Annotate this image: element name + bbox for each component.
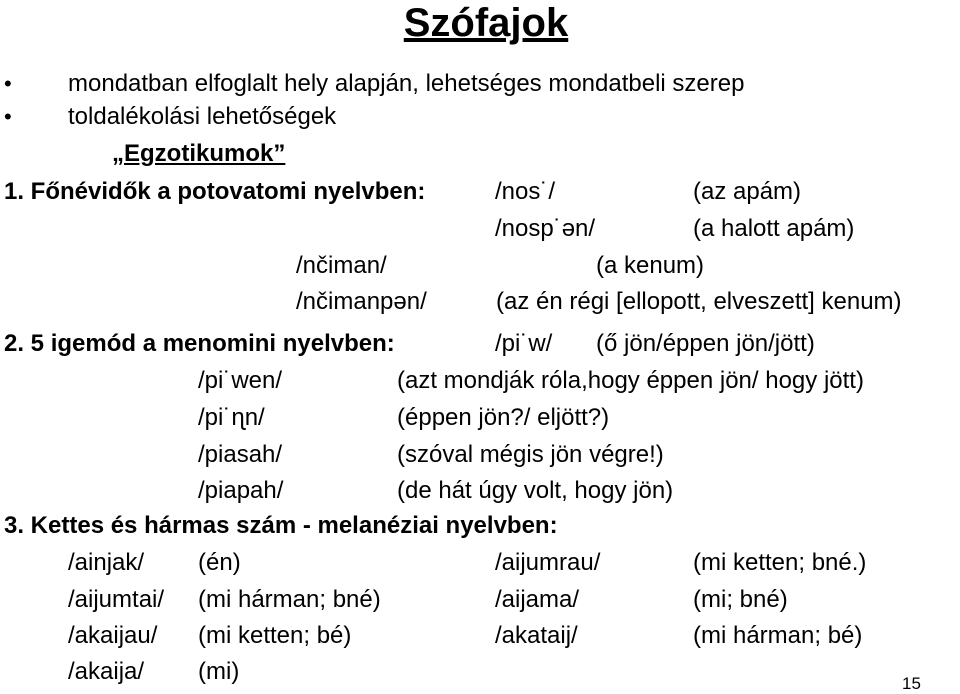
s3-gloss-b4: (mi) — [198, 658, 240, 685]
section-2-heading: 2. 5 igemód a menomini nyelvben: — [4, 330, 395, 357]
s1-form-2: /nosp˙ən/ — [495, 215, 596, 242]
exotics-subtitle: „Egzotikumok” — [112, 140, 286, 167]
bullet-item-1: mondatban elfoglalt hely alapján, lehetséges mondatbeli szerep — [68, 70, 745, 97]
s3-form-a2: /aijumtai/ — [68, 586, 165, 613]
s2-gloss-5: (de hát úgy volt, hogy jön) — [397, 477, 674, 504]
s3-form-c2: /aijama/ — [495, 586, 580, 613]
s1-gloss-2: (a halott apám) — [693, 215, 855, 242]
bullet-item-2: toldalékolási lehetőségek — [68, 103, 337, 130]
section-3-heading: 3. Kettes és hármas szám - melanéziai nyelvben: — [4, 512, 558, 539]
s3-gloss-d1: (mi ketten; bné.) — [693, 549, 867, 576]
s3-gloss-b2: (mi hárman; bné) — [198, 586, 381, 613]
s1-form-3: /nčiman/ — [296, 252, 387, 279]
s3-gloss-b1: (én) — [198, 549, 241, 576]
bullet-dot: • — [4, 71, 12, 96]
s3-gloss-d3: (mi hárman; bé) — [693, 622, 863, 649]
s2-form-1: /pi˙w/ — [495, 330, 553, 357]
s1-gloss-3: (a kenum) — [596, 252, 705, 279]
section-1-heading: 1. Főnévidők a potovatomi nyelvben: — [4, 178, 426, 205]
s2-gloss-2: (azt mondják róla,hogy éppen jön/ hogy jött) — [397, 367, 864, 394]
s2-form-2: /pi˙wen/ — [198, 367, 283, 394]
s2-gloss-4: (szóval mégis jön végre!) — [397, 441, 664, 468]
s3-form-c1: /aijumrau/ — [495, 549, 601, 576]
s1-gloss-4: (az én régi [ellopott, elveszett] kenum) — [496, 288, 902, 315]
s3-form-a4: /akaija/ — [68, 658, 145, 685]
s1-form-4: /nčimanpən/ — [296, 288, 427, 315]
s2-form-3: /pi˙ɳn/ — [198, 404, 265, 431]
s3-gloss-d2: (mi; bné) — [693, 586, 788, 613]
s1-form-1: /nos˙/ — [495, 178, 556, 205]
s3-form-a3: /akaijau/ — [68, 622, 158, 649]
slide-title: Szófajok — [403, 1, 569, 45]
page-number: 15 — [902, 674, 921, 693]
s3-form-a1: /ainjak/ — [68, 549, 145, 576]
bullet-dot: • — [4, 104, 12, 129]
s2-gloss-3: (éppen jön?/ eljött?) — [397, 404, 610, 431]
s2-form-5: /piapah/ — [198, 477, 284, 504]
s2-form-4: /piasah/ — [198, 441, 283, 468]
s3-gloss-b3: (mi ketten; bé) — [198, 622, 352, 649]
s2-gloss-1: (ő jön/éppen jön/jött) — [596, 330, 815, 357]
s3-form-c3: /akataij/ — [495, 622, 578, 649]
s1-gloss-1: (az apám) — [693, 178, 802, 205]
